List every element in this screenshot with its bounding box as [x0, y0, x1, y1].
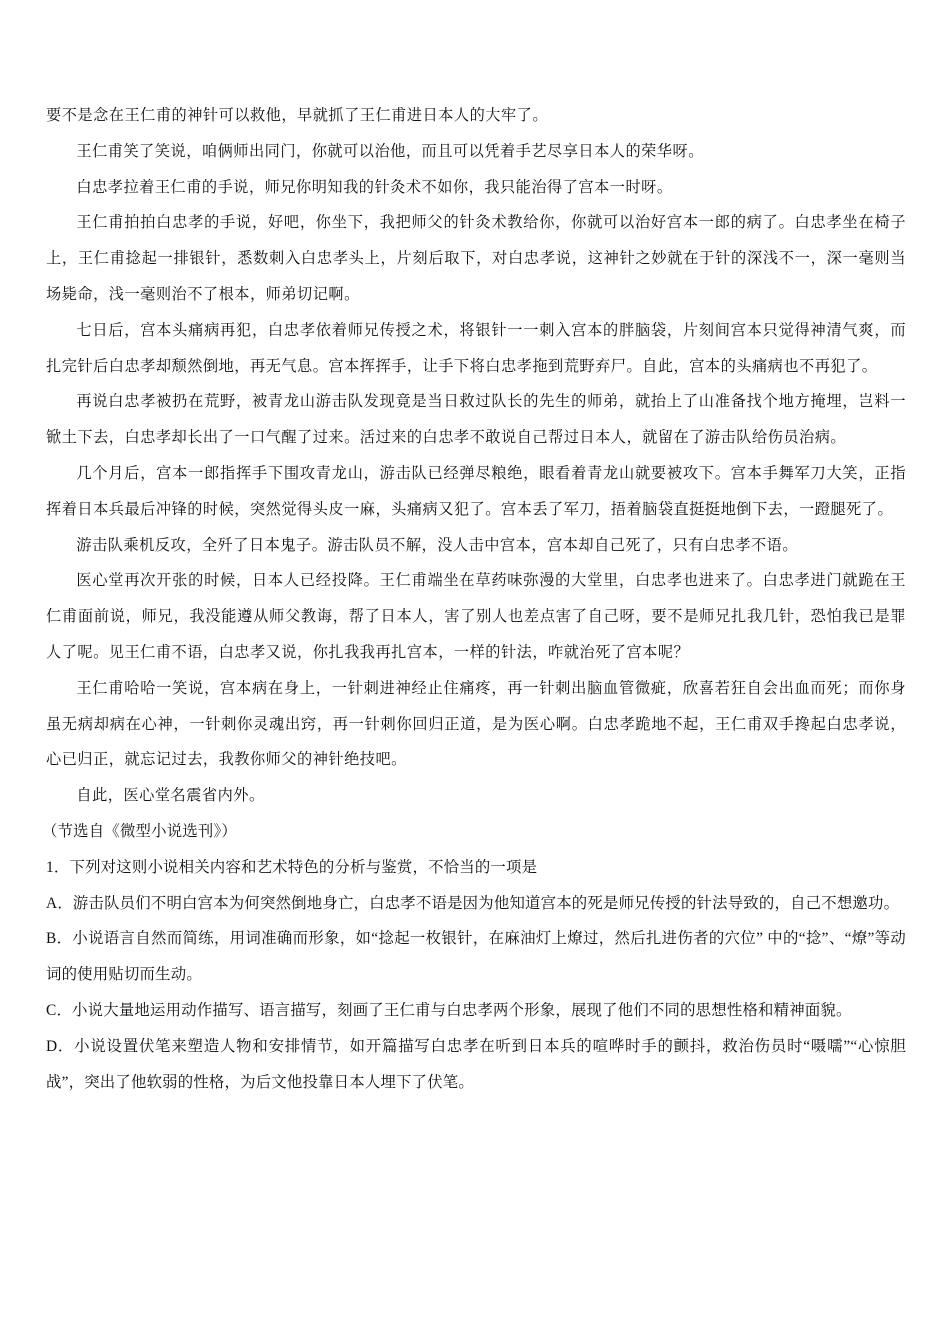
option-c: C．小说大量地运用动作描写、语言描写，刻画了王仁甫与白忠孝两个形象，展现了他们不同的思想性格和精神面貌。	[46, 1001, 852, 1019]
option-b: B．小说语言自然而简练，用词准确而形象，如“捻起一枚银针，在麻油灯上燎过，然后扎进伤者的穴位” 中的“捻”、“燎”等动词的使用贴切而生动。	[46, 930, 906, 984]
story-text	[46, 98, 906, 814]
story-paragraph: 王仁甫拍拍白忠孝的手说，好吧，你坐下，我把师父的针灸术教给你，你就可以治好宫本一郎的病了。白忠孝坐在椅子上，王仁甫捻起一排银针，悉数刺入白忠孝头上，片刻后取下，对白忠孝说，这神针之妙就在于针的深浅不一，深一毫则当场毙命，浅一毫则治不了根本，师弟切记啊。	[46, 213, 906, 303]
story-paragraph: 医心堂再次开张的时候，日本人已经投降。王仁甫端坐在草药味弥漫的大堂里，白忠孝也进来了。白忠孝进门就跪在王仁甫面前说，师兄，我没能遵从师父教诲，帮了日本人，害了别人也差点害了自己呀，要不是师兄扎我几针，恐怕我已是罪人了呢。见王仁甫不语，白忠孝又说，你扎我我再扎宫本，一样的针法，咋就治死了宫本呢？	[46, 571, 906, 661]
question-stem: 1．下列对这则小说相关内容和艺术特色的分析与鉴赏，不恰当的一项是	[46, 858, 538, 876]
story-paragraph: 自此，医心堂名震省内外。	[76, 786, 265, 805]
question-block	[42, 814, 906, 1100]
story-paragraph: 游击队乘机反攻，全歼了日本鬼子。游击队员不解，没人击中宫本，宫本却自己死了，只有白忠孝不语。	[76, 535, 799, 554]
story-paragraph: 七日后，宫本头痛病再犯，白忠孝依着师兄传授之术，将银针一一刺入宫本的胖脑袋，片刻间宫本只觉得神清气爽，而扎完针后白忠孝却颓然倒地，再无气息。宫本挥挥手，让手下将白忠孝拖到荒野弃尸。自此，宫本的头痛病也不再犯了。	[46, 320, 906, 375]
story-paragraph: 白忠孝拉着王仁甫的手说，师兄你明知我的针灸术不如你，我只能治得了宫本一时呀。	[76, 177, 673, 196]
story-paragraph: 王仁甫笑了笑说，咱俩师出同门，你就可以治他，而且可以凭着手艺尽享日本人的荣华呀。	[76, 141, 704, 160]
story-paragraph: 要不是念在王仁甫的神针可以救他，早就抓了王仁甫进日本人的大牢了。	[46, 106, 548, 124]
option-a: A．游击队员们不明白宫本为何突然倒地身亡，白忠孝不语是因为他知道宫本的死是师兄传授的针法导致的，自己不想邀功。	[46, 894, 900, 912]
option-d: D．小说设置伏笔来塑造人物和安排情节，如开篇描写白忠孝在听到日本兵的喧哗时手的颤抖，救治伤员时“嗫嚅”“心惊胆战”，突出了他软弱的性格，为后文他投靠日本人埋下了伏笔。	[46, 1037, 906, 1091]
story-paragraph: 几个月后，宫本一郎指挥手下围攻青龙山，游击队已经弹尽粮绝，眼看着青龙山就要被攻下。宫本手舞军刀大笑，正指挥着日本兵最后冲锋的时候，突然觉得头皮一麻，头痛病又犯了。宫本丢了军刀，捂着脑袋直挺挺地倒下去，一蹬腿死了。	[46, 463, 906, 518]
story-paragraph: 再说白忠孝被扔在荒野，被青龙山游击队发现竟是当日救过队长的先生的师弟，就抬上了山准备找个地方掩埋，岂料一锨土下去，白忠孝却长出了一口气醒了过来。活过来的白忠孝不敢说自己帮过日本人，就留在了游击队给伤员治病。	[46, 392, 906, 447]
source-citation: （节选自《微型小说选刊》）	[42, 822, 237, 840]
story-paragraph: 王仁甫哈哈一笑说，宫本病在身上，一针刺进神经止住痛疼，再一针刺出脑血管微疵，欣喜若狂自会出血而死；而你身虽无病却病在心神，一针刺你灵魂出窍，再一针刺你回归正道，是为医心啊。白忠孝跪地不起，王仁甫双手搀起白忠孝说，心已归正，就忘记过去，我教你师父的神针绝技吧。	[46, 678, 906, 769]
